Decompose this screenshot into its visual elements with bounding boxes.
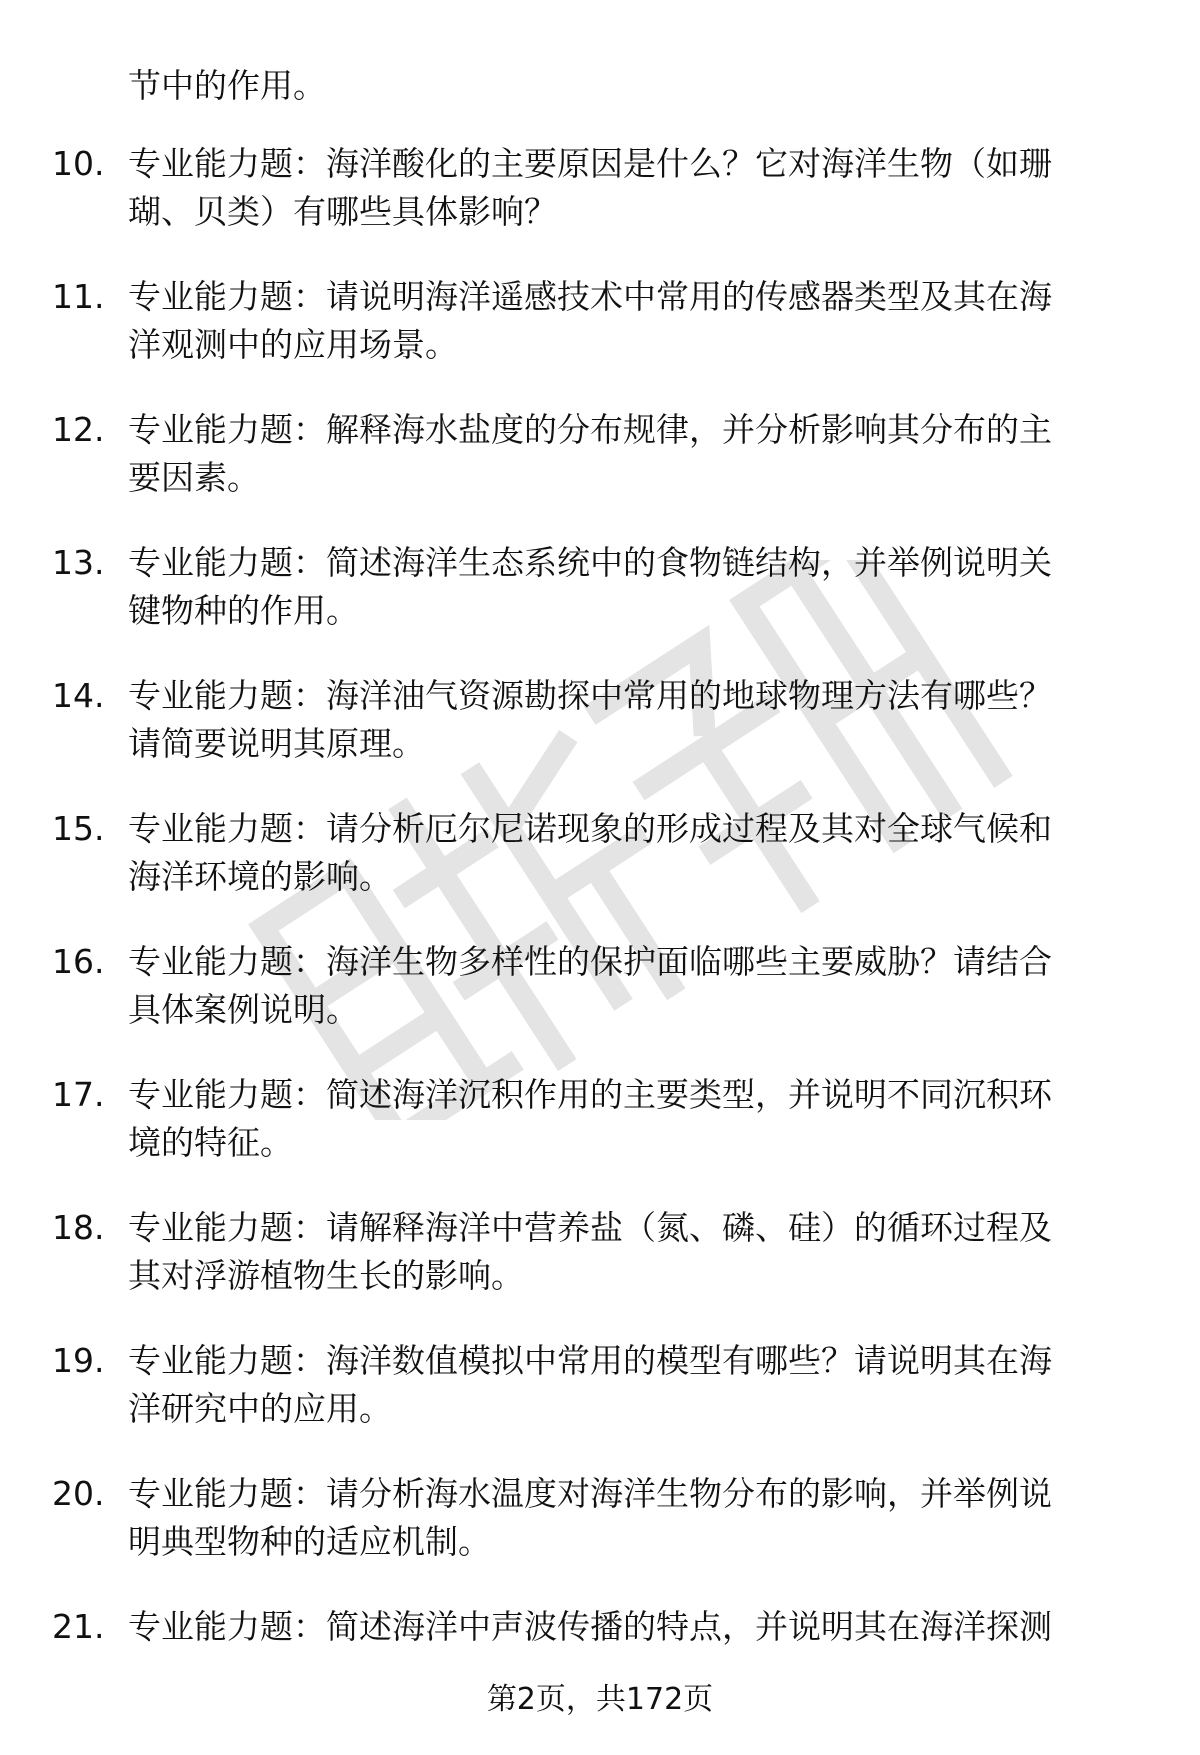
continued-question-text: 节中的作用。	[128, 66, 326, 105]
question-text	[128, 672, 1148, 768]
question-text	[128, 1470, 1148, 1566]
question-number: 17.	[52, 1075, 105, 1114]
question-text	[128, 1204, 1148, 1300]
question-text-line: 专业能力题：海洋生物多样性的保护面临哪些主要威胁？请结合	[128, 942, 1052, 981]
question-text	[128, 805, 1148, 901]
question-text-line: 专业能力题：解释海水盐度的分布规律，并分析影响其分布的主	[128, 410, 1052, 449]
question-text-line: 键物种的作用。	[128, 591, 359, 630]
question-number: 10.	[52, 144, 105, 183]
question-number: 12.	[52, 410, 105, 449]
question-number: 15.	[52, 809, 105, 848]
question-text-line: 要因素。	[128, 458, 260, 497]
question-text	[128, 140, 1148, 236]
question-text-line: 专业能力题：简述海洋中声波传播的特点，并说明其在海洋探测	[128, 1607, 1052, 1646]
question-text-line: 专业能力题：海洋油气资源勘探中常用的地球物理方法有哪些？	[128, 676, 1052, 715]
question-text-line: 海洋环境的影响。	[128, 857, 392, 896]
question-text-line: 其对浮游植物生长的影响。	[128, 1256, 524, 1295]
question-item	[0, 805, 1200, 938]
question-number: 18.	[52, 1208, 105, 1247]
question-text-line: 专业能力题：海洋数值模拟中常用的模型有哪些？请说明其在海	[128, 1341, 1052, 1380]
question-text	[128, 273, 1148, 369]
question-text	[128, 406, 1148, 502]
question-text	[128, 1071, 1148, 1167]
question-text	[128, 1603, 1148, 1651]
question-text-line: 专业能力题：请说明海洋遥感技术中常用的传感器类型及其在海	[128, 277, 1052, 316]
question-number: 21.	[52, 1607, 105, 1646]
question-item	[0, 539, 1200, 672]
question-item	[0, 1337, 1200, 1470]
question-text-line: 境的特征。	[128, 1123, 293, 1162]
question-text-line: 专业能力题：简述海洋沉积作用的主要类型，并说明不同沉积环	[128, 1075, 1052, 1114]
question-number: 11.	[52, 277, 105, 316]
question-text-line: 瑚、贝类）有哪些具体影响？	[128, 192, 557, 231]
question-item	[0, 1470, 1200, 1603]
question-text	[128, 1337, 1148, 1433]
question-number: 16.	[52, 942, 105, 981]
question-number: 13.	[52, 543, 105, 582]
question-text-line: 专业能力题：请解释海洋中营养盐（氮、磷、硅）的循环过程及	[128, 1208, 1052, 1247]
question-item	[0, 672, 1200, 805]
question-text-line: 洋研究中的应用。	[128, 1389, 392, 1428]
question-item	[0, 273, 1200, 406]
question-item	[0, 938, 1200, 1071]
question-text-line: 洋观测中的应用场景。	[128, 325, 458, 364]
question-number: 20.	[52, 1474, 105, 1513]
question-item	[0, 140, 1200, 273]
question-text-line: 请简要说明其原理。	[128, 724, 425, 763]
question-text	[128, 938, 1148, 1034]
question-text-line: 专业能力题：请分析厄尔尼诺现象的形成过程及其对全球气候和	[128, 809, 1052, 848]
question-text-line: 明典型物种的适应机制。	[128, 1522, 491, 1561]
question-number: 19.	[52, 1341, 105, 1380]
question-item	[0, 406, 1200, 539]
question-list	[0, 140, 1200, 1736]
question-text-line: 具体案例说明。	[128, 990, 359, 1029]
question-text-line: 专业能力题：海洋酸化的主要原因是什么？它对海洋生物（如珊	[128, 144, 1052, 183]
page-footer: 第2页，共172页	[486, 1682, 714, 1717]
question-text-line: 专业能力题：请分析海水温度对海洋生物分布的影响，并举例说	[128, 1474, 1052, 1513]
question-item	[0, 1204, 1200, 1337]
question-item	[0, 1071, 1200, 1204]
question-text-line: 专业能力题：简述海洋生态系统中的食物链结构，并举例说明关	[128, 543, 1052, 582]
question-number: 14.	[52, 676, 105, 715]
question-text	[128, 539, 1148, 635]
